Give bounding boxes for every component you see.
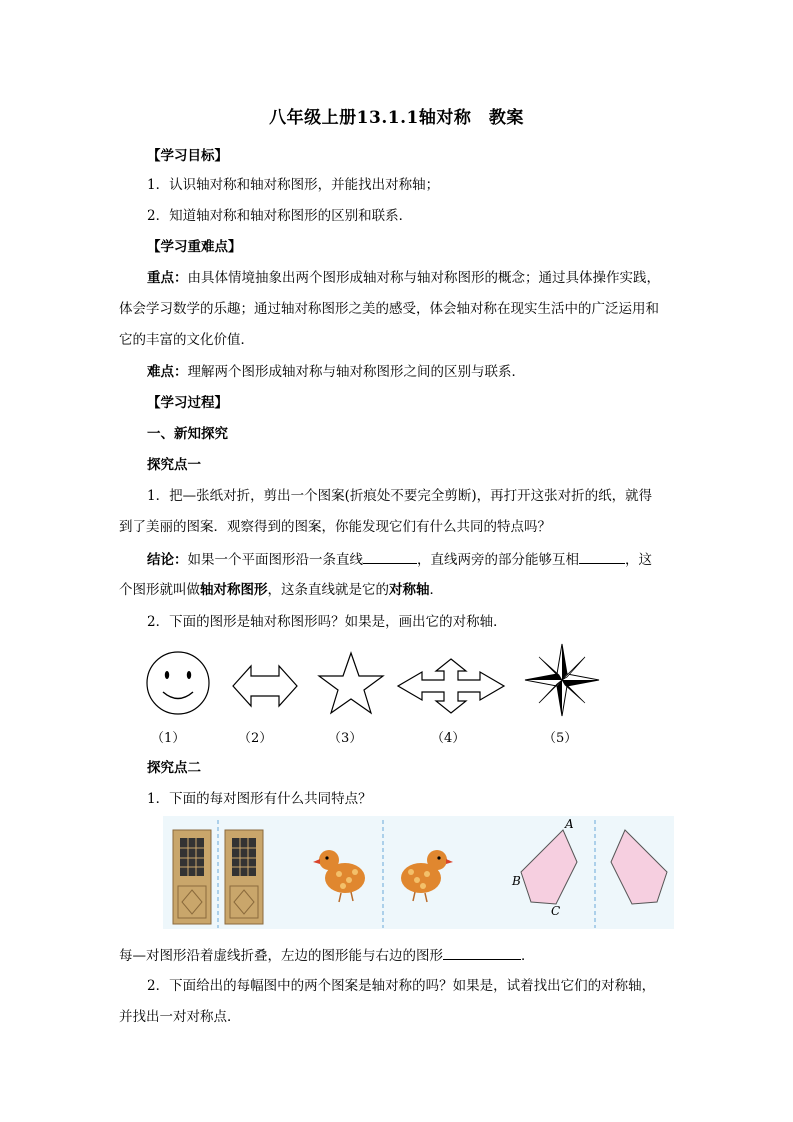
conclusion-b: ，直线两旁的部分能够互相 [417, 552, 579, 568]
conclusion-a: 如果一个平面图形沿一条直线 [187, 552, 363, 568]
conclusion-line-2 [119, 580, 684, 600]
term-axial-figure: 轴对称图形 [200, 582, 268, 598]
explore-one-heading: 探究点一 [147, 457, 201, 473]
q1-line-2: 到了美丽的图案．观察得到的图案，你能发现它们有什么共同的特点吗？ [119, 519, 551, 535]
objective-1: 1．认识轴对称和轴对称图形，并能找出对称轴； [147, 177, 440, 193]
q3-answer-line [119, 945, 684, 966]
smiley-figure [145, 650, 211, 716]
fig-label-3: （3） [328, 731, 363, 746]
key-line-2: 体会学习数学的乐趣；通过轴对称图形之美的感受，体会轴对称在现实生活中的广泛运用和 [119, 301, 659, 317]
key-label: 重点： [147, 270, 188, 286]
conclusion-e: ，这条直线就是它的 [267, 582, 389, 598]
fig-label-4: （4） [431, 731, 466, 746]
fig-label-5: （5） [543, 731, 578, 746]
fill-blank-1[interactable] [363, 549, 417, 564]
chick-left [313, 850, 365, 902]
symmetry-pairs-illustration [163, 816, 674, 929]
key-points-heading: 【学习重难点】 [147, 239, 242, 255]
star-figure [317, 651, 385, 715]
process-heading: 【学习过程】 [147, 395, 228, 411]
compass-star-figure [523, 642, 601, 718]
pentagon-left [521, 830, 577, 904]
q4-line-2: 并找出一对对称点． [119, 1009, 241, 1025]
double-arrow-figure [231, 663, 299, 709]
key-line-3: 它的丰富的文化价值． [119, 332, 254, 348]
q3-answer-a: 每—对图形沿着虚线折叠，左边的图形能与右边的图形 [119, 948, 443, 964]
q1-line-1: 1．把—张纸对折，剪出一个图案(折痕处不要完全剪断)，再打开这张对折的纸，就得 [147, 488, 653, 504]
fig-label-1: （1） [151, 731, 186, 746]
difficult-label: 难点： [147, 364, 188, 380]
explore-two-heading: 探究点二 [147, 760, 201, 776]
objectives-heading: 【学习目标】 [147, 148, 228, 164]
door-left [173, 830, 211, 924]
document-title: 八年级上册13.1.1轴对称 教案 [269, 108, 524, 128]
q2-line: 2．下面的图形是轴对称图形吗？如果是，画出它的对称轴． [147, 614, 507, 630]
four-arrow-figure [396, 657, 506, 715]
conclusion-f: ． [429, 582, 443, 598]
difficult-line [147, 362, 684, 382]
vertex-label-a: A [565, 817, 574, 831]
part-one-heading: 一、新知探究 [147, 426, 228, 442]
objective-2: 2．知道轴对称和轴对称图形的区别和联系． [147, 208, 413, 224]
difficult-text: 理解两个图形成轴对称与轴对称图形之间的区别与联系． [187, 364, 525, 380]
door-right [225, 830, 263, 924]
conclusion-line-1 [147, 549, 684, 570]
fill-blank-3[interactable] [443, 945, 521, 960]
chick-right [401, 850, 453, 902]
q3-line: 1．下面的每对图形有什么共同特点？ [147, 791, 372, 807]
vertex-label-c: C [551, 904, 561, 918]
conclusion-d: 个图形就叫做 [119, 582, 200, 598]
fill-blank-2[interactable] [579, 549, 625, 564]
key-text-1: 由具体情境抽象出两个图形成轴对称与轴对称图形的概念；通过具体操作实践， [187, 270, 660, 286]
conclusion-c: ，这 [625, 552, 652, 568]
q3-answer-b: ． [521, 948, 535, 964]
vertex-label-b: B [512, 874, 521, 888]
conclusion-label: 结论： [147, 552, 188, 568]
q4-line-1: 2．下面给出的每幅图中的两个图案是轴对称的吗？如果是，试着找出它们的对称轴， [147, 978, 656, 994]
term-axis: 对称轴 [389, 582, 430, 598]
key-line-1 [147, 268, 684, 288]
pentagon-right [611, 830, 667, 904]
fig-label-2: （2） [238, 731, 273, 746]
